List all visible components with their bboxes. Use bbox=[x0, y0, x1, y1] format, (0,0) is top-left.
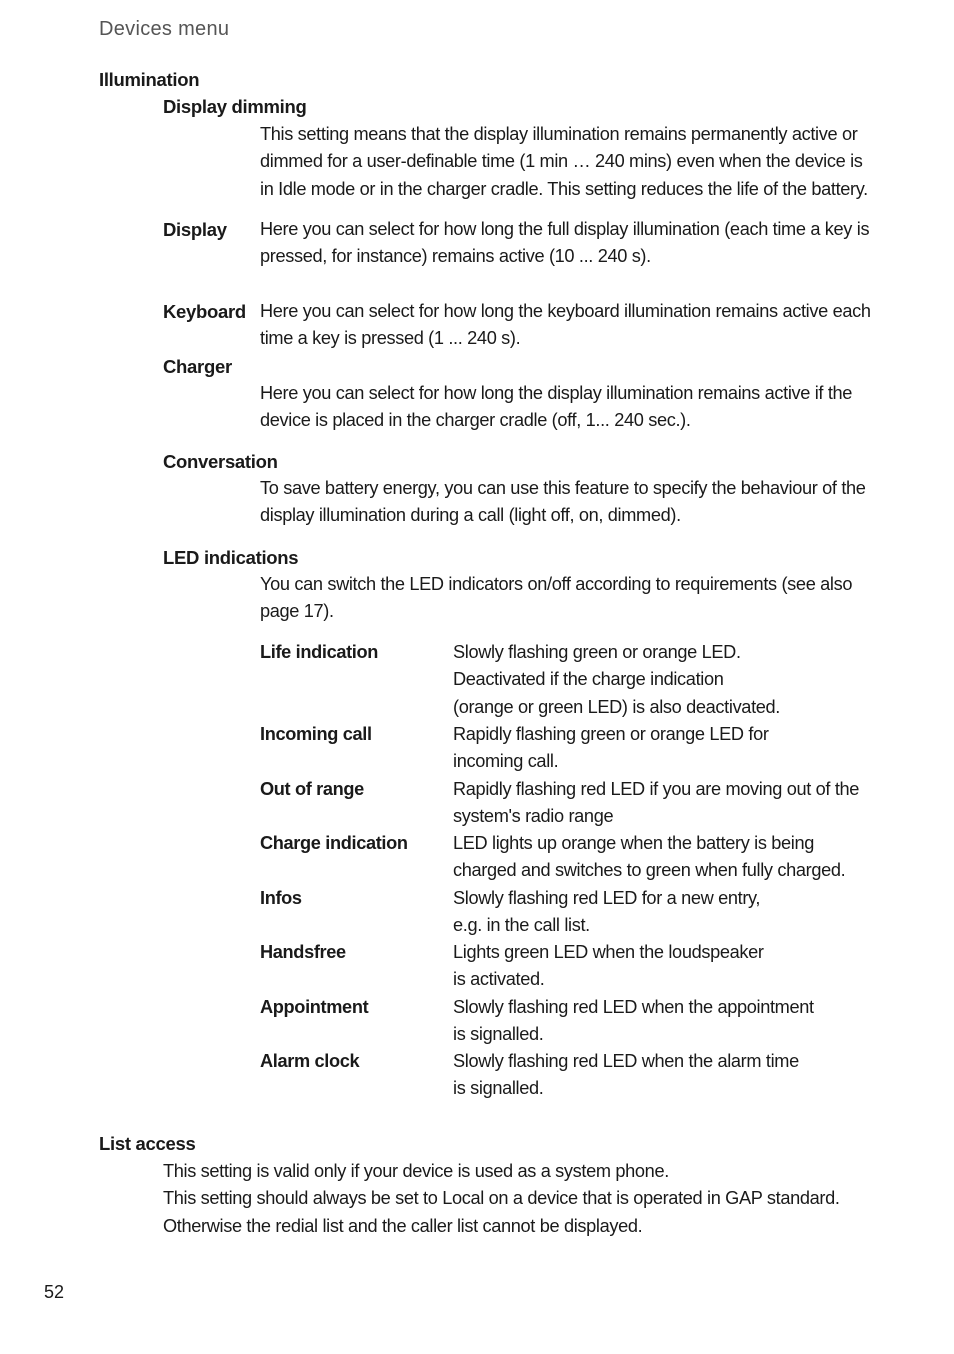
led-indications-text bbox=[260, 571, 852, 626]
charger-heading: Charger bbox=[163, 356, 232, 377]
display-heading: Display bbox=[163, 219, 227, 240]
led-row-label: Appointment bbox=[260, 997, 369, 1017]
led-indications-heading: LED indications bbox=[163, 547, 299, 568]
text-line: Slowly flashing red LED when the alarm time bbox=[453, 1051, 799, 1071]
text-line: system's radio range bbox=[453, 806, 614, 827]
led-row-description bbox=[453, 830, 845, 885]
charger-text bbox=[260, 380, 852, 435]
list-access-text bbox=[163, 1158, 840, 1240]
text-line: e.g. in the call list. bbox=[453, 915, 590, 936]
led-row-description bbox=[453, 885, 760, 940]
text-line: Rapidly flashing red LED if you are moving out of the bbox=[453, 779, 860, 799]
text-line: is signalled. bbox=[453, 1078, 544, 1099]
display-dimming-text bbox=[260, 121, 868, 203]
conversation-heading: Conversation bbox=[163, 451, 278, 472]
led-row-description bbox=[453, 721, 769, 776]
text-line: device is placed in the charger cradle (off, 1... 240 sec.). bbox=[260, 410, 691, 431]
led-row-description bbox=[453, 1048, 799, 1103]
page-number: 52 bbox=[44, 1282, 65, 1302]
text-line: is signalled. bbox=[453, 1024, 544, 1045]
led-row-label: Alarm clock bbox=[260, 1051, 360, 1071]
text-line: charged and switches to green when fully charged. bbox=[453, 860, 846, 881]
text-line: This setting is valid only if your device is used as a system phone. bbox=[163, 1161, 669, 1181]
text-line: Slowly flashing red LED when the appointment bbox=[453, 997, 814, 1017]
led-row-label: Incoming call bbox=[260, 724, 372, 744]
led-row-label: Charge indication bbox=[260, 833, 408, 853]
text-line: page 17). bbox=[260, 601, 334, 622]
text-line: Deactivated if the charge indication bbox=[453, 669, 724, 690]
text-line: Here you can select for how long the full display illumination (each time a key is bbox=[260, 219, 870, 239]
text-line: Lights green LED when the loudspeaker bbox=[453, 942, 764, 962]
text-line: (orange or green LED) is also deactivated. bbox=[453, 696, 781, 717]
led-row-description bbox=[453, 776, 859, 831]
text-line: incoming call. bbox=[453, 751, 559, 772]
text-line: This setting should always be set to Local on a device that is operated in GAP standard. bbox=[163, 1188, 840, 1209]
led-row-description bbox=[453, 994, 814, 1049]
led-row-label: Infos bbox=[260, 888, 302, 908]
text-line: This setting means that the display illumination remains permanently active or bbox=[260, 124, 858, 144]
text-line: Slowly flashing green or orange LED. bbox=[453, 642, 741, 662]
list-access-heading: List access bbox=[99, 1133, 196, 1154]
display-dimming-heading: Display dimming bbox=[163, 96, 307, 117]
text-line: is activated. bbox=[453, 969, 545, 990]
led-row-label: Life indication bbox=[260, 642, 379, 662]
text-line: dimmed for a user-definable time (1 min … 240 mins) even when the device is bbox=[260, 151, 863, 172]
text-line: Slowly flashing red LED for a new entry, bbox=[453, 888, 761, 908]
display-text bbox=[260, 216, 869, 271]
text-line: pressed, for instance) remains active (10 ... 240 s). bbox=[260, 246, 651, 267]
conversation-text bbox=[260, 475, 866, 530]
led-row-description bbox=[453, 939, 764, 994]
section-header: Devices menu bbox=[99, 18, 230, 40]
text-line: Otherwise the redial list and the caller list cannot be displayed. bbox=[163, 1215, 643, 1236]
led-row-label: Out of range bbox=[260, 779, 364, 799]
text-line: time a key is pressed (1 ... 240 s). bbox=[260, 328, 521, 349]
keyboard-text bbox=[260, 298, 871, 353]
led-row-label: Handsfree bbox=[260, 942, 346, 962]
keyboard-heading: Keyboard bbox=[163, 301, 246, 322]
illumination-heading: Illumination bbox=[99, 69, 200, 90]
text-line: Rapidly flashing green or orange LED for bbox=[453, 724, 769, 744]
text-line: display illumination during a call (light off, on, dimmed). bbox=[260, 505, 681, 526]
text-line: Here you can select for how long the display illumination remains active if the bbox=[260, 383, 853, 403]
text-line: To save battery energy, you can use this feature to specify the behaviour of the bbox=[260, 478, 866, 498]
led-row-description bbox=[453, 639, 780, 721]
text-line: in Idle mode or in the charger cradle. This setting reduces the life of the battery. bbox=[260, 178, 868, 199]
text-line: Here you can select for how long the keyboard illumination remains active each bbox=[260, 301, 871, 321]
text-line: LED lights up orange when the battery is being bbox=[453, 833, 815, 853]
text-line: You can switch the LED indicators on/off according to requirements (see also bbox=[260, 574, 853, 594]
